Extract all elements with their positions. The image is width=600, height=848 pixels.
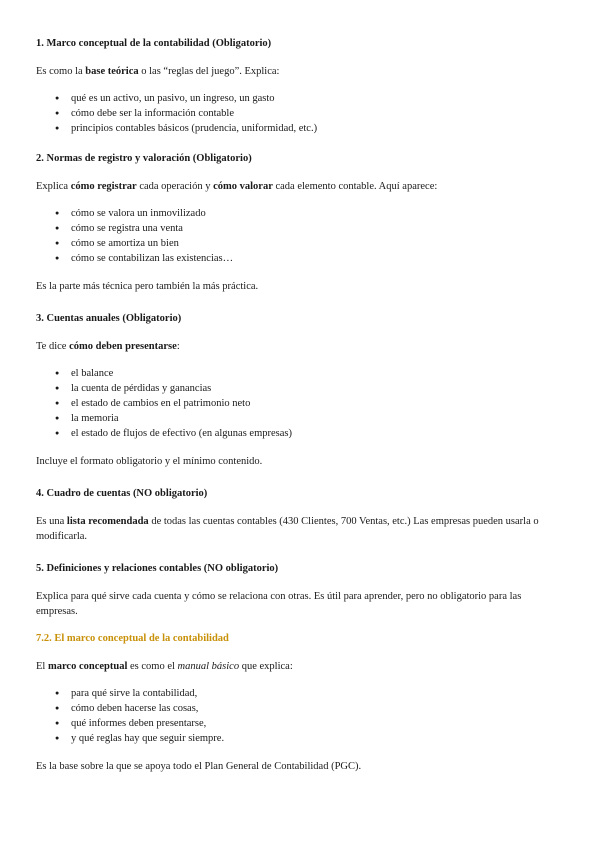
list-item: ● principios contables básicos (prudencia, uniformidad, etc.) xyxy=(36,121,564,136)
list-item: ● cómo se contabilizan las existencias… xyxy=(36,251,564,266)
intro-text: Es una xyxy=(36,516,67,527)
section-heading: 7.2. El marco conceptual de la contabilidad xyxy=(36,633,229,644)
bullet-list xyxy=(36,686,564,746)
list-item: ● para qué sirve la contabilidad, xyxy=(36,686,564,701)
section-normas-registro xyxy=(36,151,564,294)
document-page xyxy=(36,36,564,786)
bullet-list xyxy=(36,91,564,136)
intro-text: cada elemento contable. Aquí aparece: xyxy=(272,181,438,192)
section-marco-conceptual xyxy=(36,36,564,136)
section-intro xyxy=(36,514,564,544)
list-item: ● qué es un activo, un pasivo, un ingreso, un gasto xyxy=(36,91,564,106)
intro-bold-text: cómo registrar xyxy=(70,181,137,192)
section-cuadro-cuentas xyxy=(36,486,564,544)
section-heading: 4. Cuadro de cuentas (NO obligatorio) xyxy=(36,488,208,499)
list-item: ● qué informes deben presentarse, xyxy=(36,716,564,731)
section-heading: 3. Cuentas anuales (Obligatorio) xyxy=(36,313,182,324)
section-outro: Incluye el formato obligatorio y el mínimo contenido. xyxy=(36,456,263,467)
section-body: Explica para qué sirve cada cuenta y cómo se relaciona con otras. Es útil para aprender, pero no obligatorio para las empresas. xyxy=(36,591,522,617)
intro-italic-text: manual básico xyxy=(177,661,240,672)
intro-bold-text: lista recomendada xyxy=(66,516,149,527)
list-item: ● cómo se registra una venta xyxy=(36,221,564,236)
section-outro: Es la parte más técnica pero también la más práctica. xyxy=(36,281,259,292)
intro-text: o las “reglas del juego”. Explica: xyxy=(138,66,280,77)
list-item: ● el estado de flujos de efectivo (en algunas empresas) xyxy=(36,426,564,441)
section-definiciones xyxy=(36,561,564,619)
section-outro: Es la base sobre la que se apoya todo el Plan General de Contabilidad (PGC). xyxy=(36,761,362,772)
intro-bold-text: cómo valorar xyxy=(213,181,273,192)
section-7-2-marco-conceptual xyxy=(36,631,564,774)
intro-text: cada operación y xyxy=(136,181,214,192)
bullet-list xyxy=(36,206,564,266)
section-heading: 1. Marco conceptual de la contabilidad (Obligatorio) xyxy=(36,38,272,49)
list-item: ● cómo se valora un inmovilizado xyxy=(36,206,564,221)
section-intro xyxy=(36,659,564,674)
intro-text: de todas las cuentas contables (430 Clientes, 700 Ventas, etc.) Las empresas pueden usarla o modificarla. xyxy=(36,516,539,542)
intro-text: Te dice xyxy=(36,341,70,352)
list-item: ● la cuenta de pérdidas y ganancias xyxy=(36,381,564,396)
list-item: ● cómo debe ser la información contable xyxy=(36,106,564,121)
list-item: ● el balance xyxy=(36,366,564,381)
section-intro xyxy=(36,339,564,354)
list-item: ● la memoria xyxy=(36,411,564,426)
intro-text: que explica: xyxy=(239,661,293,672)
intro-text: El xyxy=(36,661,48,672)
intro-bold-text: cómo deben presentarse xyxy=(69,341,177,352)
bullet-list xyxy=(36,366,564,441)
section-heading: 2. Normas de registro y valoración (Obligatorio) xyxy=(36,153,252,164)
intro-text: Es como la xyxy=(36,66,86,77)
intro-text: es como el xyxy=(127,661,178,672)
intro-bold-text: base teórica xyxy=(85,66,139,77)
list-item: ● y qué reglas hay que seguir siempre. xyxy=(36,731,564,746)
section-cuentas-anuales xyxy=(36,311,564,469)
list-item: ● cómo se amortiza un bien xyxy=(36,236,564,251)
intro-text: : xyxy=(176,341,180,352)
intro-bold-text: marco conceptual xyxy=(47,661,128,672)
section-intro xyxy=(36,64,564,79)
section-heading: 5. Definiciones y relaciones contables (NO obligatorio) xyxy=(36,563,279,574)
section-intro xyxy=(36,179,564,194)
intro-text: Explica xyxy=(36,181,71,192)
list-item: ● cómo deben hacerse las cosas, xyxy=(36,701,564,716)
list-item: ● el estado de cambios en el patrimonio neto xyxy=(36,396,564,411)
